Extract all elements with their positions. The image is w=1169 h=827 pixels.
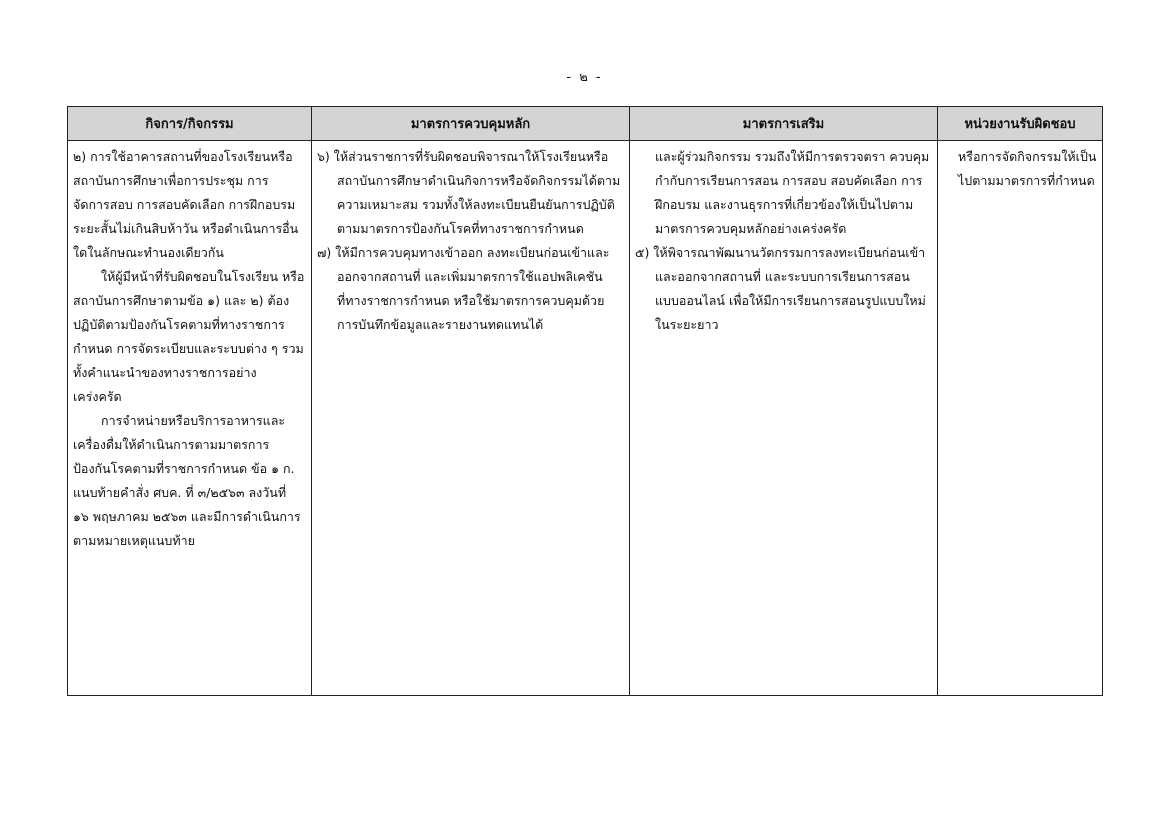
cell-main-measures: [312, 141, 630, 696]
cell-activity: [68, 141, 312, 696]
header-responsible: หน่วยงานรับผิดชอบ: [938, 107, 1103, 141]
activity-paragraph: ให้ผู้มีหน้าที่รับผิดชอบในโรงเรียน หรือสถาบันการศึกษาตามข้อ ๑) และ ๒) ต้องปฏิบัติตามป้องกันโรคตามที่ทางราชการกำหนด การจัดระเบียบและระบบต่าง ๆ รวมทั้งคำแนะนำของทางราชการอย่างเคร่งครัด: [73, 269, 305, 404]
activity-paragraph: ๒) การใช้อาคารสถานที่ของโรงเรียนหรือสถาบันการศึกษาเพื่อการประชุม การจัดการสอบ การสอบคัดเลือก การฝึกอบรมระยะสั้นไม่เกินสิบห้าวัน หรือดำเนินการอื่นใดในลักษณะทำนองเดียวกัน: [73, 149, 299, 260]
activity-paragraph: การจำหน่ายหรือบริการอาหารและเครื่องดื่มให้ดำเนินการตามมาตรการป้องกันโรคตามที่ราชการกำหนด ข้อ ๑ ก. แนบท้ายคำสั่ง ศบค. ที่ ๓/๒๕๖๓ ลงวันที่ ๑๖ พฤษภาคม ๒๕๖๓ และมีการดำเนินการตามหมายเหตุแนบท้าย: [73, 413, 301, 548]
table-header-row: [68, 107, 1103, 141]
measures-table: [67, 106, 1103, 696]
table-row: [68, 141, 1103, 696]
responsible-text: หรือการจัดกิจกรรมให้เป็นไปตามมาตรการที่กำหนด: [958, 149, 1097, 188]
main-measure-item: ๗) ให้มีการควบคุมทางเข้าออก ลงทะเบียนก่อนเข้าและออกจากสถานที่ และเพิ่มมาตรการใช้แอปพลิเคชันที่ทางราชการกำหนด หรือใช้มาตรการควบคุมด้วยการบันทึกข้อมูลและรายงานทดแทนได้: [317, 245, 610, 332]
main-measure-item: ๖) ให้ส่วนราชการที่รับผิดชอบพิจารณาให้โรงเรียนหรือสถาบันการศึกษาดำเนินกิจการหรือจัดกิจกรรมได้ตามความเหมาะสม รวมทั้งให้ลงทะเบียนยืนยันการปฏิบัติตามมาตรการป้องกันโรคที่ทางราชการกำหนด: [317, 149, 621, 236]
header-activity: กิจการ/กิจกรรม: [68, 107, 312, 141]
header-extra-measures: มาตรการเสริม: [630, 107, 938, 141]
extra-measure-continuation: และผู้ร่วมกิจกรรม รวมถึงให้มีการตรวจตรา ควบคุม กำกับการเรียนการสอน การสอบ สอบคัดเลือก การฝึกอบรม และงานธุรการที่เกี่ยวข้องให้เป็นไปตามมาตรการควบคุมหลักอย่างเคร่งครัด: [655, 149, 930, 236]
page-number: - ๒ -: [566, 70, 603, 85]
cell-extra-measures: [630, 141, 938, 696]
header-main-measures: มาตรการควบคุมหลัก: [312, 107, 630, 141]
extra-measure-item: ๕) ให้พิจารณาพัฒนานวัตกรรมการลงทะเบียนก่อนเข้าและออกจากสถานที่ และระบบการเรียนการสอนแบบออนไลน์ เพื่อให้มีการเรียนการสอนรูปแบบใหม่ในระยะยาว: [635, 245, 926, 332]
cell-responsible: [938, 141, 1103, 696]
